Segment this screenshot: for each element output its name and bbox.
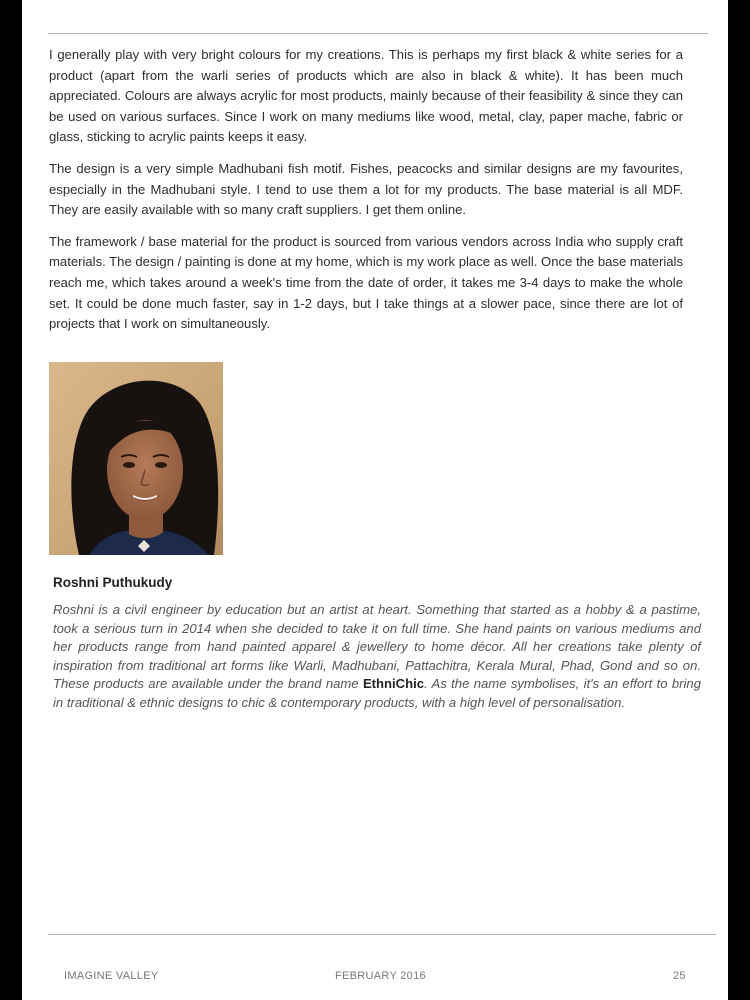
footer-page-number: 25 xyxy=(673,970,686,982)
author-photo xyxy=(49,362,223,555)
article-paragraph-2: The design is a very simple Madhubani fish motif. Fishes, peacocks and similar designs are my favourites, especially in the Madhubani style. I tend to use them a lot for my products. The base material is all MDF. They are easily available with so many craft suppliers. I get them online. xyxy=(49,160,683,218)
author-name: Roshni Puthukudy xyxy=(53,575,173,590)
author-bio-text-1: Roshni is a civil engineer by education but an artist at heart. Something that started as a hobby & a pastime, took a serious turn in 2014 when she decided to take it on full time. She hand paints on various mediums and her products range from hand painted apparel & jewellery to home décor. All her creations take plenty of inspiration from traditional art forms like Warli, Madhubani, Pattachitra, Kerala Mural, Phad, Gond and so on. These products are available under the brand name xyxy=(53,602,701,691)
author-bio xyxy=(53,601,701,712)
author-bio-text-2: . As the name symbolises, it's an effort to bring in traditional & ethnic designs to chic & contemporary products, with a high level of personalisation. xyxy=(53,676,701,710)
article-paragraph-3: The framework / base material for the product is sourced from various vendors across India who supply craft materials. The design / painting is done at my home, which is my work place as well. Once the base materials reach me, which takes around a week's time from the date of order, it takes me 3-4 days to make the whole set. It could be done much faster, say in 1-2 days, but I take things at a slower pace, since there are lot of projects that I work on simultaneously. xyxy=(49,233,683,332)
bottom-rule xyxy=(48,934,716,935)
magazine-page xyxy=(22,0,728,1000)
top-rule xyxy=(48,33,708,34)
footer-magazine-name: IMAGINE VALLEY xyxy=(64,970,159,982)
footer-issue-date: FEBRUARY 2016 xyxy=(335,970,426,982)
brand-name: EthniChic xyxy=(362,676,425,691)
article-paragraph-1: I generally play with very bright colours for my creations. This is perhaps my first black & white series for a product (apart from the warli series of products which are also in black & white). It has been much appreciated. Colours are always acrylic for most products, mainly because of their feasibility & since they can be used on various surfaces. Since I work on many mediums like wood, metal, clay, paper mache, fabric or glass, sticking to acrylic paints keeps it easy. xyxy=(49,47,683,145)
article-body xyxy=(49,45,683,346)
